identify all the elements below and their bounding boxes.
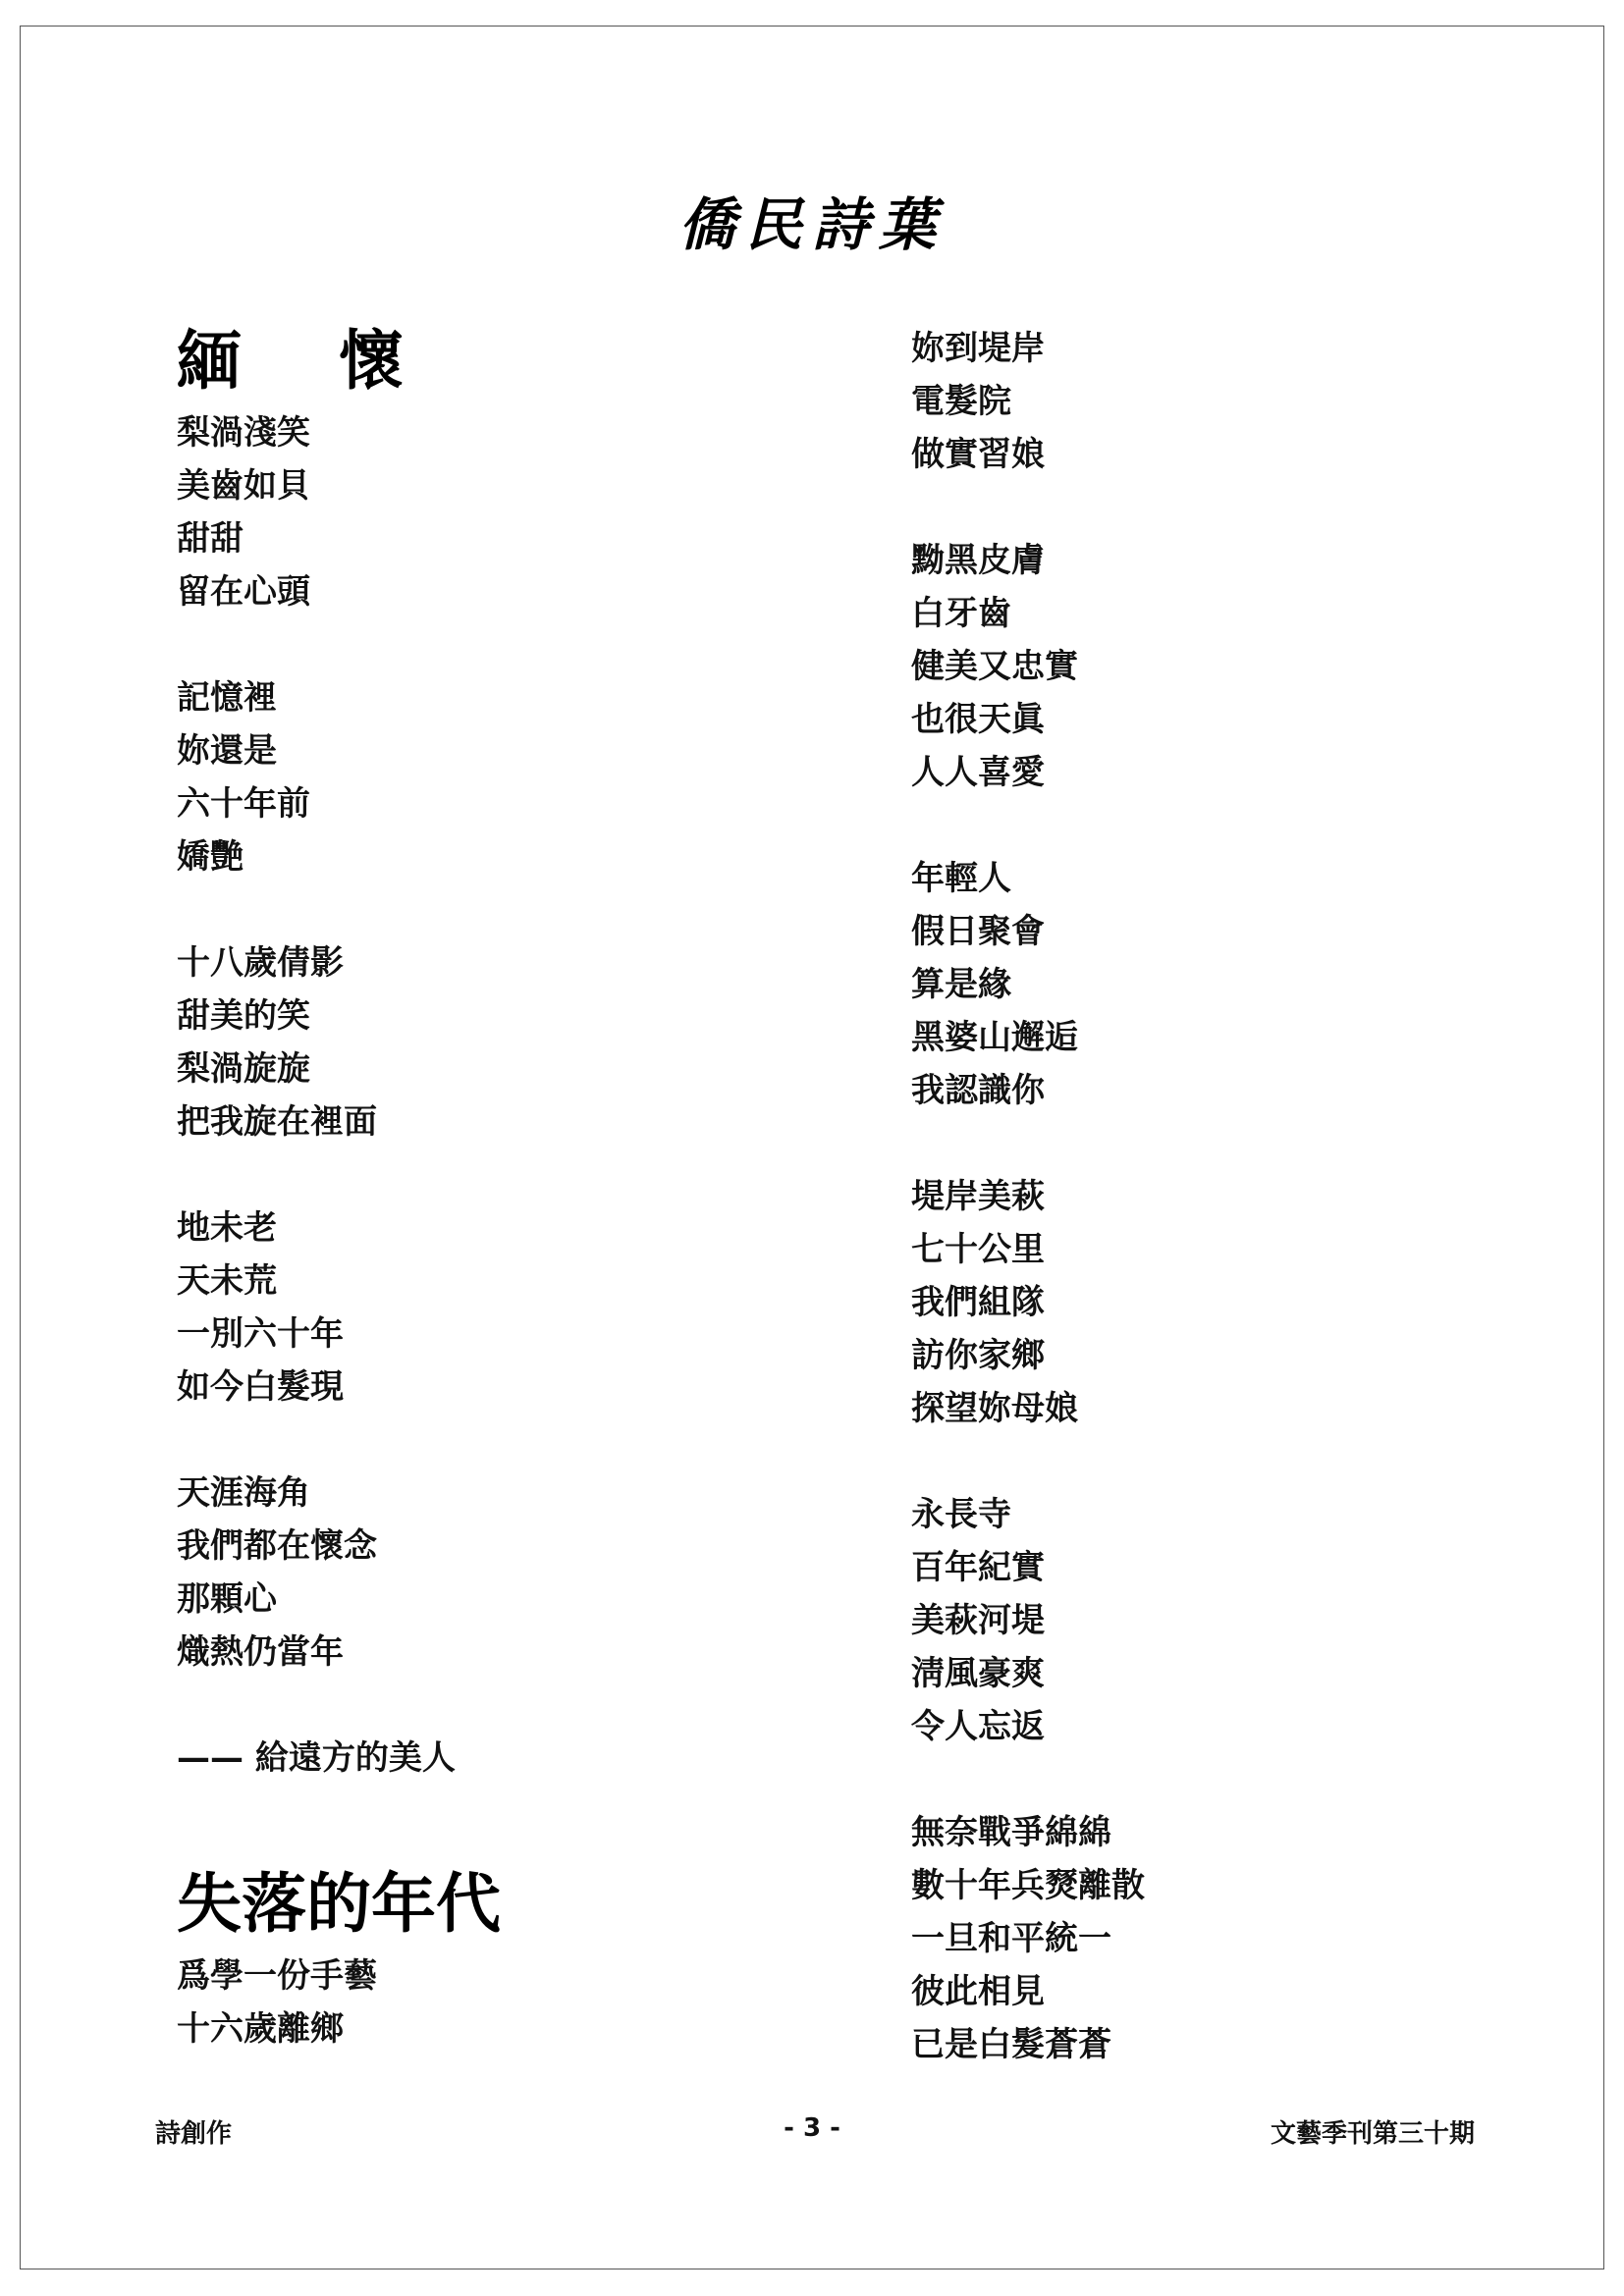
- left-column: [177, 322, 864, 2109]
- poem-line: 年輕人: [911, 859, 1011, 898]
- poem-line: 天未荒: [177, 1261, 277, 1301]
- poem-line: 甜甜: [177, 519, 244, 559]
- poem-line: 永長寺: [911, 1495, 1011, 1534]
- poem-line: 美萩河堤: [911, 1601, 1045, 1640]
- poem-line: 堤岸美萩: [911, 1177, 1045, 1216]
- poem-line: 黝黑皮膚: [911, 541, 1045, 580]
- poem-line: 白牙齒: [911, 594, 1011, 633]
- poem-line: 如今白髮現: [177, 1367, 344, 1407]
- poem-line: 天涯海角: [177, 1473, 310, 1513]
- stanza: [177, 1467, 864, 1679]
- poem-line: 美齒如貝: [177, 466, 310, 506]
- stanza: [177, 936, 864, 1148]
- poem-line: 記憶裡: [177, 678, 277, 718]
- poem-line: 梨渦淺笑: [177, 413, 310, 453]
- poem-line: 熾熱仍當年: [177, 1632, 344, 1672]
- poem-line: 黑婆山邂逅: [911, 1018, 1078, 1057]
- poem-line: 十六歲離鄉: [177, 2009, 344, 2049]
- stanza: [911, 1488, 1520, 1753]
- poem-title: 失落的年代: [177, 1865, 501, 1942]
- poem-line: 無奈戰爭綿綿: [911, 1813, 1111, 1852]
- poem-line: 那顆心: [177, 1579, 277, 1619]
- poem-line: 一旦和平統一: [911, 1919, 1111, 1958]
- poem-line: 做實習娘: [911, 435, 1045, 474]
- poem-line: 梨渦旋旋: [177, 1049, 310, 1089]
- right-column: [911, 322, 1520, 2124]
- poem-line: 十八歲倩影: [177, 943, 344, 983]
- poem-line: 已是白髮蒼蒼: [911, 2025, 1111, 2064]
- stanza: [911, 1170, 1520, 1435]
- poem-line: 百年紀實: [911, 1548, 1045, 1587]
- poem-line: 令人忘返: [911, 1707, 1045, 1746]
- footer-section-label: 詩創作: [155, 2119, 233, 2149]
- stanza: [177, 1949, 864, 2056]
- poem-line: 爲學一份手藝: [177, 1956, 377, 1996]
- poem-line: 我認識你: [911, 1071, 1045, 1110]
- footer-page-number: - 3 -: [784, 2113, 840, 2143]
- poem-line: 彼此相見: [911, 1972, 1045, 2011]
- poem-line: 嬌艷: [177, 837, 244, 877]
- poem-line: 妳還是: [177, 731, 277, 771]
- poem-line: 我們組隊: [911, 1283, 1045, 1322]
- stanza: [177, 1201, 864, 1414]
- stanza: [177, 671, 864, 883]
- poem-line: 淸風豪爽: [911, 1654, 1045, 1693]
- poem-line: 甜美的笑: [177, 996, 310, 1036]
- poem-line: 假日聚會: [911, 912, 1045, 951]
- stanza: [911, 1806, 1520, 2071]
- poem-line: 健美又忠實: [911, 647, 1078, 686]
- poem-line: 探望妳母娘: [911, 1389, 1078, 1428]
- poem-line: 訪你家鄉: [911, 1336, 1045, 1375]
- poem-title: 緬 懷: [177, 322, 441, 399]
- poem-line: 人人喜愛: [911, 753, 1045, 792]
- poem-line: 留在心頭: [177, 572, 310, 612]
- stanza: [911, 852, 1520, 1117]
- poem-line: 妳到堤岸: [911, 329, 1045, 368]
- stanza: [911, 534, 1520, 799]
- poem-line: 電髮院: [911, 382, 1011, 421]
- poem-line: 也很天眞: [911, 700, 1045, 739]
- poem-line: 六十年前: [177, 784, 310, 824]
- poem-line: 算是緣: [911, 965, 1011, 1004]
- poem-line: 數十年兵燹離散: [911, 1866, 1145, 1905]
- page-header-title: 僑民詩葉: [677, 191, 946, 258]
- poem-line: 我們都在懷念: [177, 1526, 377, 1566]
- stanza: [177, 406, 864, 618]
- footer-publication-name: 文藝季刊第三十期: [1270, 2119, 1475, 2149]
- poem-line: 地未老: [177, 1208, 277, 1248]
- poem-line: 把我旋在裡面: [177, 1102, 377, 1142]
- poem-line: 七十公里: [911, 1230, 1045, 1269]
- poem-line: 一別六十年: [177, 1314, 344, 1354]
- stanza: [911, 322, 1520, 481]
- poem-dedication: —— 給遠方的美人: [177, 1738, 456, 1778]
